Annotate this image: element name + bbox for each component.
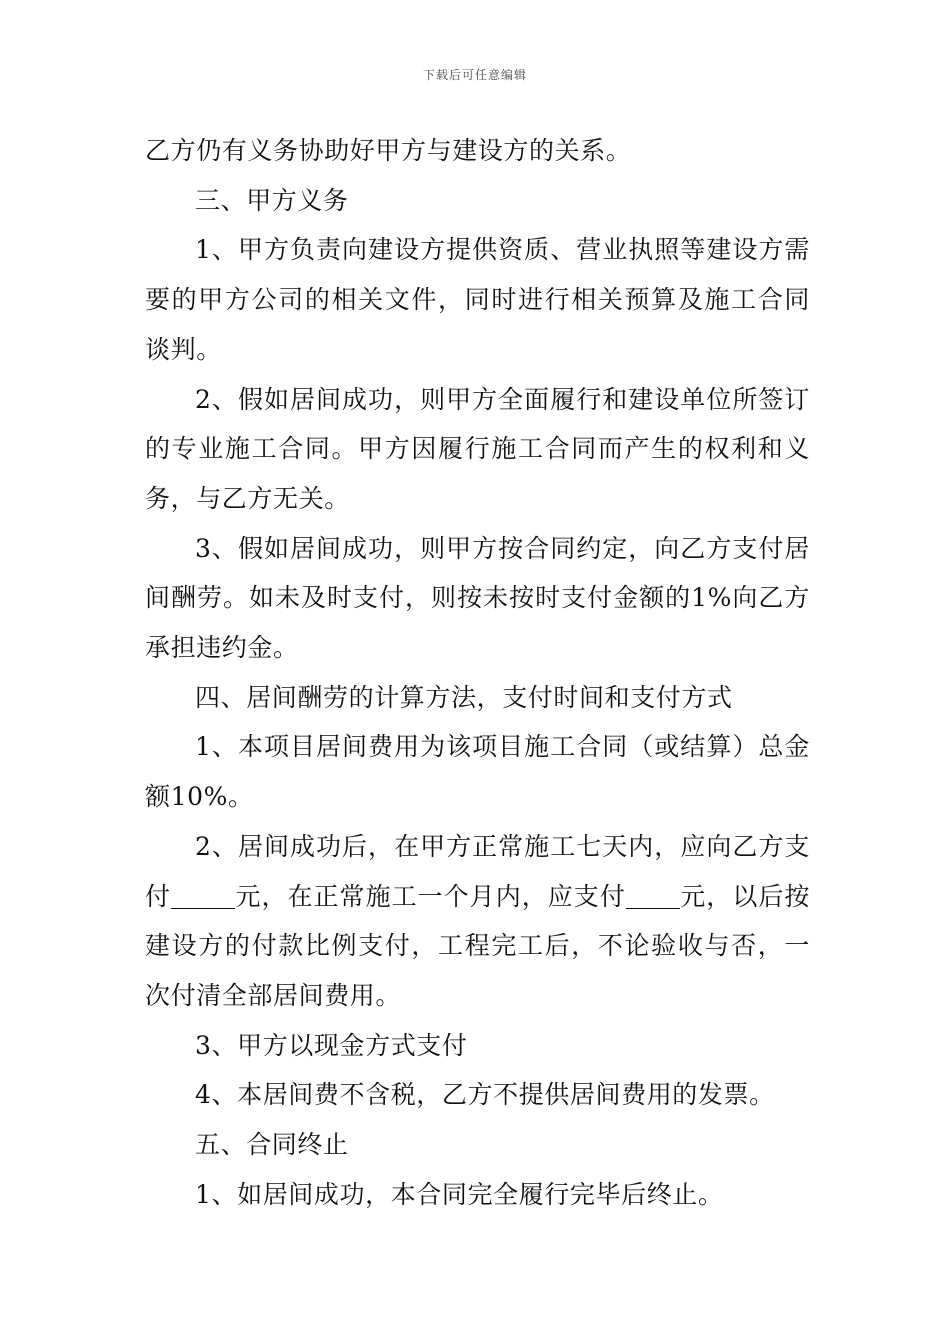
clause-4-3: 3、甲方以现金方式支付 [195, 1030, 468, 1060]
amount-blank-1 [171, 884, 235, 909]
paragraph-continuation: 乙方仍有义务协助好甲方与建设方的关系。 [145, 136, 632, 165]
clause-4-2-part1: 2、居间成功后，在甲方正常施工七天内，应向乙方支付 [145, 831, 810, 911]
clause-3-1: 1、甲方负责向建设方提供资质、营业执照等建设方需要的甲方公司的相关文件，同时进行相关预算及施工合同谈判。 [145, 235, 810, 364]
section-heading-party-a-obligations: 三、甲方义务 [195, 185, 349, 215]
clause-4-2 [145, 822, 810, 1021]
clause-5-1: 1、如居间成功，本合同完全履行完毕后终止。 [195, 1179, 724, 1209]
clause-4-4: 4、本居间费不含税，乙方不提供居间费用的发票。 [195, 1080, 775, 1110]
amount-blank-2 [626, 884, 680, 909]
clause-4-2-part3: 元，以后按建设方的付款比例支付，工程完工后，不论验收与否，一次付清全部居间费用。 [145, 881, 810, 1010]
clause-3-2: 2、假如居间成功，则甲方全面履行和建设单位所签订的专业施工合同。甲方因履行施工合同而产生的权利和义务，与乙方无关。 [145, 384, 810, 513]
page-header-note: 下载后可任意编辑 [422, 68, 527, 82]
clause-4-2-part2: 元，在正常施工一个月内，应支付 [235, 881, 626, 911]
clause-3-3: 3、假如居间成功，则甲方按合同约定，向乙方支付居间酬劳。如未及时支付，则按未按时支付金额的1%向乙方承担违约金。 [145, 533, 810, 663]
section-heading-commission-calculation: 四、居间酬劳的计算方法，支付时间和支付方式 [195, 682, 733, 712]
section-heading-contract-termination: 五、合同终止 [195, 1130, 349, 1160]
document-body [145, 126, 810, 1219]
clause-4-1: 1、本项目居间费用为该项目施工合同（或结算）总金额10%。 [145, 732, 810, 812]
